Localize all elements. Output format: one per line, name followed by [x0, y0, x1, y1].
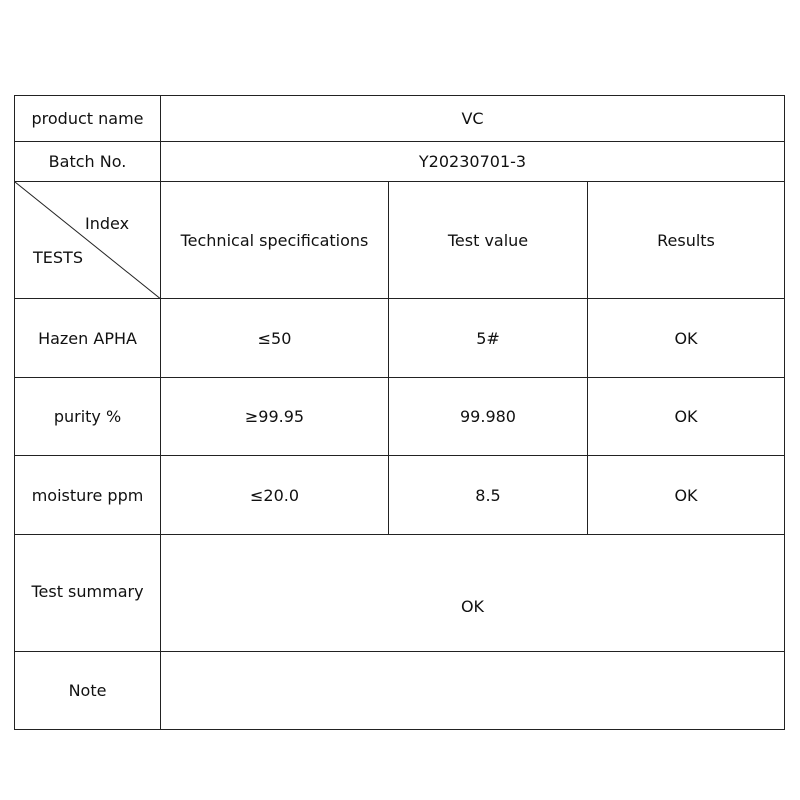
diagonal-divider: [15, 182, 161, 299]
table-row-result: OK: [587, 455, 785, 535]
table-row-test: purity %: [14, 377, 161, 456]
index-header-label: Index: [85, 214, 130, 233]
table-row-test: Hazen APHA: [14, 298, 161, 378]
table-row-value: 8.5: [388, 455, 588, 535]
table-row-value: 99.980: [388, 377, 588, 456]
table-row-spec: ≥99.95: [160, 377, 389, 456]
tests-header-label: TESTS: [33, 248, 83, 267]
product-name-label: product name: [14, 95, 161, 142]
value-column-header: Test value: [388, 181, 588, 299]
spec-column-header: Technical specifications: [160, 181, 389, 299]
results-column-header: Results: [587, 181, 785, 299]
note-label: Note: [14, 651, 161, 730]
batch-number-value: Y20230701-3: [160, 141, 785, 182]
table-row-spec: ≤20.0: [160, 455, 389, 535]
test-report-table: [14, 95, 785, 730]
test-summary-label: Test summary: [14, 534, 161, 652]
table-row-value: 5#: [388, 298, 588, 378]
note-value: [160, 651, 785, 730]
diagonal-header-cell: [14, 181, 161, 299]
table-row-result: OK: [587, 298, 785, 378]
table-row-test: moisture ppm: [14, 455, 161, 535]
table-row-result: OK: [587, 377, 785, 456]
table-row-spec: ≤50: [160, 298, 389, 378]
test-summary-value: OK: [160, 534, 785, 652]
batch-number-label: Batch No.: [14, 141, 161, 182]
product-name-value: VC: [160, 95, 785, 142]
